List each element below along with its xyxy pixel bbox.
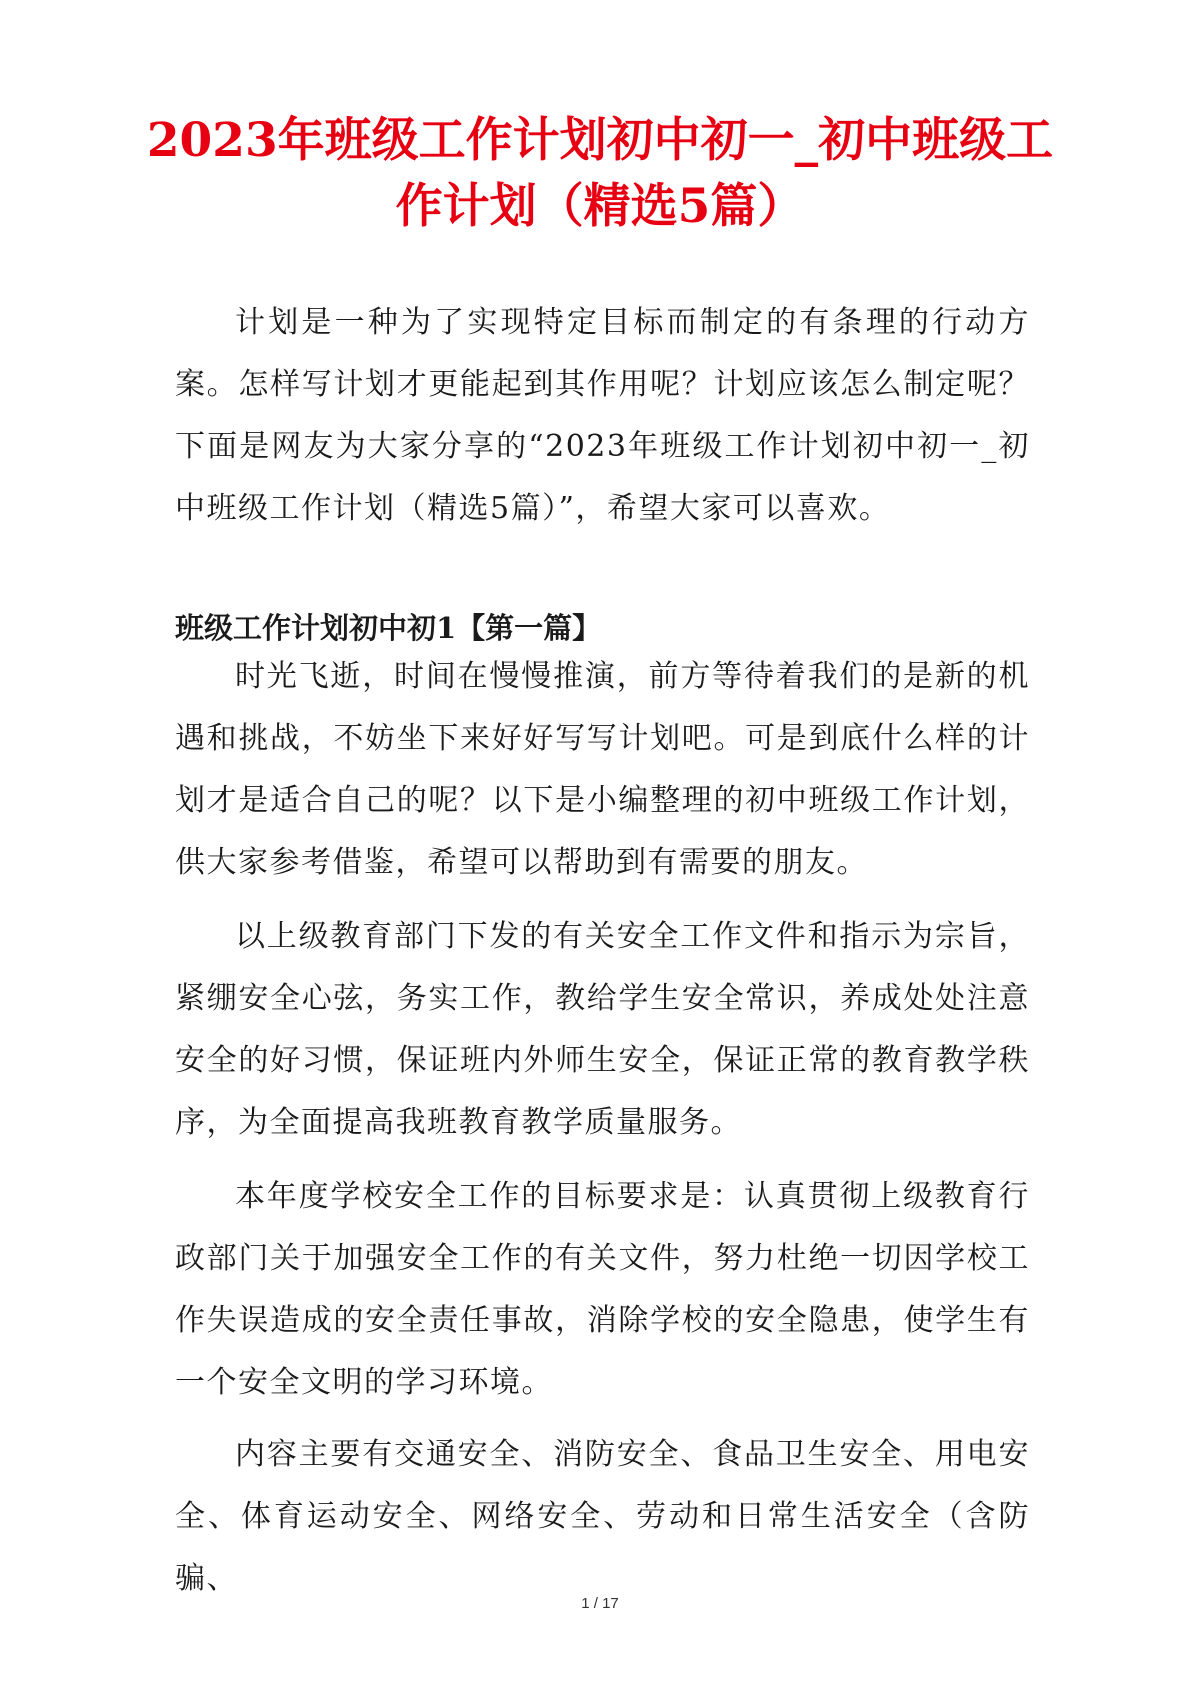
intro-paragraph: 计划是一种为了实现特定目标而制定的有条理的行动方案。怎样写计划才更能起到其作用呢？计划应该怎么制定呢？下面是网友为大家分享的“2023年班级工作计划初中初一_初中班级工作计划（精选5篇）”，希望大家可以喜欢。 (175, 305, 1030, 526)
page-number: 1 / 17 (581, 1595, 619, 1612)
document-title: 2023年班级工作计划初中初一_初中班级工作计划（精选5篇） (146, 113, 1054, 234)
body-paragraph-2: 以上级教育部门下发的有关安全工作文件和指示为宗旨，紧绷安全心弦，务实工作，教给学生安全常识，养成处处注意安全的好习惯，保证班内外师生安全，保证正常的教育教学秩序，为全面提高我班教育教学质量服务。 (175, 919, 1030, 1140)
body-paragraph-3: 本年度学校安全工作的目标要求是：认真贯彻上级教育行政部门关于加强安全工作的有关文件，努力杜绝一切因学校工作失误造成的安全责任事故，消除学校的安全隐患，使学生有一个安全文明的学习环境。 (175, 1179, 1030, 1400)
section-heading: 班级工作计划初中初1【第一篇】 (175, 611, 602, 645)
body-paragraph-4: 内容主要有交通安全、消防安全、食品卫生安全、用电安全、体育运动安全、网络安全、劳动和日常生活安全（含防骗、 (175, 1437, 1030, 1596)
body-paragraph-1: 时光飞逝，时间在慢慢推演，前方等待着我们的是新的机遇和挑战，不妨坐下来好好写写计划吧。可是到底什么样的计划才是适合自己的呢？以下是小编整理的初中班级工作计划，供大家参考借鉴，希望可以帮助到有需要的朋友。 (175, 659, 1030, 880)
